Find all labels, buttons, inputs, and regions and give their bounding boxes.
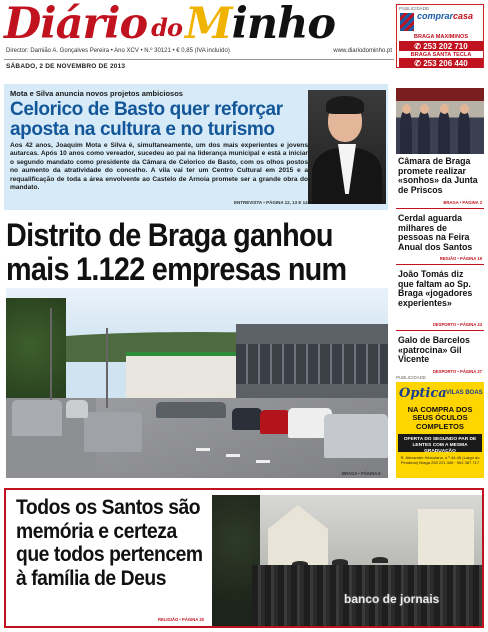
santos-page-ref: RELIGIÃO • PÁGINA 20: [158, 617, 204, 622]
celorico-headline[interactable]: Celorico de Basto quer reforçar aposta na cultura e no turismo: [10, 99, 283, 140]
santos-story[interactable]: [4, 488, 484, 628]
right-story-4-title[interactable]: Galo de Barcelos «patrocina» Gil Vicente: [398, 335, 470, 365]
masthead-title-part1: Diário: [4, 0, 148, 49]
right-story-1-title[interactable]: Câmara de Braga promete realizar «sonhos» da Junta de Priscos: [398, 156, 478, 195]
celorico-page-ref: ENTREVISTA • PÁGINA 12, 13 E 14: [234, 200, 308, 205]
optica-address: R. Alexandre Herculano, n.º 44-45 (Largo do Pendedo) Braga 253 221 406 · 961 387 717: [400, 455, 480, 465]
optica-logo: Optica: [399, 386, 447, 401]
ad-phone2-number: 253 206 440: [423, 58, 468, 68]
portrait-hair: [326, 96, 364, 114]
right-divider: [396, 264, 484, 265]
masthead-title-rest: inho: [231, 0, 336, 49]
ad-pub-label: PUBLICIDADE: [399, 6, 430, 11]
right-story-1-ref: BRAGA • PÁGINA 3: [443, 200, 482, 205]
website-link[interactable]: www.diariodominho.pt: [333, 48, 392, 54]
banco-de-jornais-watermark: banco de jornais: [344, 592, 440, 606]
phone-icon: ✆: [414, 42, 424, 51]
issue-date: SÁBADO, 2 DE NOVEMBRO DE 2013: [6, 63, 126, 70]
ad-optica-vilas-boas[interactable]: [396, 375, 484, 478]
masthead-connector: do: [151, 13, 182, 42]
right-divider: [396, 208, 484, 209]
main-story-ref: BRAGA • PÁGINA 5: [342, 471, 381, 476]
celorico-body: Aos 42 anos, Joaquim Mota e Silva é, simultaneamente, um dos mais experientes e jovens autarcas. Após 10 anos como vereador, sucedeu ao pai na liderança municipal e está a iniciar o segundo mandato como presidente da Câmara de Celorico de Basto, com os olhos postos no aumento da atratividade do concelho. A vila vai ter um Centro Cultural em 2015 e a requalificação de toda a área envolvente ao Castelo de Arnoia promete ser a grande obra do mandato.: [10, 142, 308, 192]
celorico-story[interactable]: [4, 84, 388, 210]
masthead-divider: [4, 59, 394, 60]
phone-icon: ✆: [414, 58, 424, 68]
priscos-photo: [396, 88, 484, 154]
ad-comprarcasa[interactable]: [396, 4, 484, 68]
optica-offer: OFERTA DO SEGUNDO PAR DE LENTES COM A MESMA GRADUAÇÃO: [398, 434, 482, 452]
masthead-title-part2: [184, 0, 336, 49]
ad-store2: BRAGA SANTA TECLA: [399, 51, 483, 58]
right-story-3-ref: DESPORTO • PÁGINA 24: [432, 322, 482, 327]
main-headline-line1: Distrito de Braga ganhou: [6, 217, 333, 253]
masthead-meta: [6, 48, 392, 54]
director-line: Director: Damião A. Gonçalves Pereira • Ano XCV • N.º 30121 • € 0,85 (IVA incluído): [6, 48, 230, 54]
right-story-2-title[interactable]: Cerdal aguarda milhares de pessoas na Feira Anual dos Santos: [398, 213, 473, 252]
optica-logo-sub: VILAS BOAS: [446, 390, 483, 396]
right-story-3-title[interactable]: João Tomás diz que faltam ao Sp. Braga «jogadores experientes»: [398, 269, 473, 308]
ad-phone2: [399, 58, 483, 68]
masthead-logo[interactable]: [4, 0, 392, 49]
right-divider: [396, 330, 484, 331]
portrait-photo: [308, 90, 386, 204]
ad-pub-label: PUBLICIDADE: [396, 375, 427, 380]
ad-brand-part1: comprar: [417, 11, 454, 21]
right-story-2-ref: REGIÃO • PÁGINA 19: [439, 256, 482, 261]
right-story-4-ref: DESPORTO • PÁGINA 27: [432, 369, 482, 374]
optica-headline: NA COMPRA DOS SEUS ÓCULOS COMPLETOS: [407, 405, 473, 431]
main-headline-line2: mais 1.122 empresas num: [6, 251, 347, 287]
santos-headline[interactable]: Todos os Santos são memória e certeza que todos pertencem à família de Deus: [16, 496, 203, 590]
celorico-kicker: Mota e Silva anuncia novos projetos ambiciosos: [10, 89, 183, 98]
ad-brand-part2: casa: [453, 11, 474, 21]
ad-store1: BRAGA MAXIMINOS: [399, 31, 483, 42]
ad-brand: [417, 11, 473, 21]
procession-photo: [212, 495, 482, 626]
ad-phone1-number: 253 202 710: [423, 42, 468, 51]
masthead-letter-m: M: [184, 0, 232, 49]
industrial-park-photo: [6, 288, 388, 478]
